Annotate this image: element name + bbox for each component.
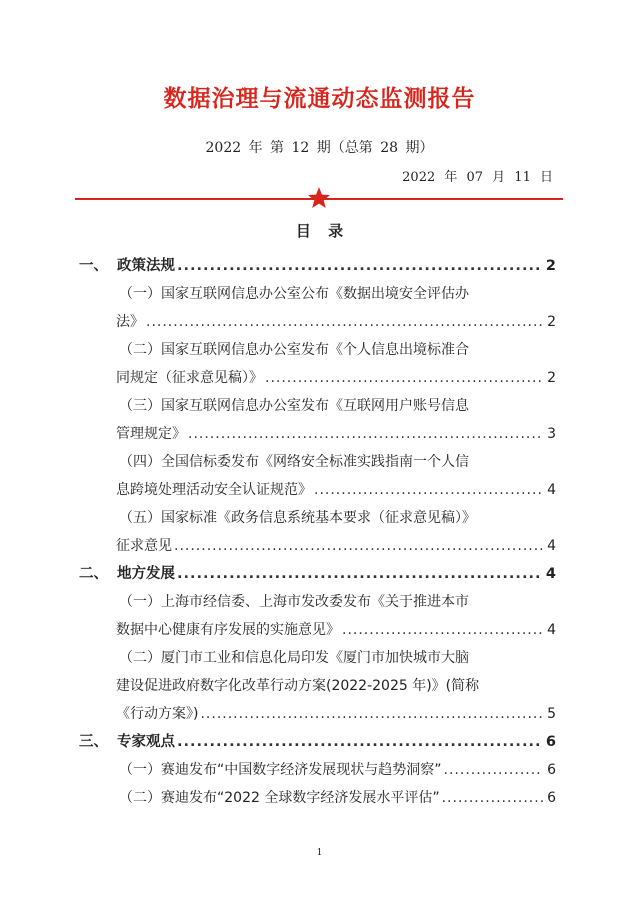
toc-section-number: 二、: [79, 566, 108, 582]
toc-entry-text: 同规定（征求意见稿）》: [116, 370, 263, 386]
toc-dot-leader: [442, 784, 543, 812]
toc-dot-leader: [265, 364, 543, 392]
toc-page-number: 2: [545, 258, 556, 274]
toc-page-number: 6: [547, 762, 556, 778]
toc-entry-line[interactable]: [79, 700, 556, 728]
toc-dot-leader: [342, 616, 543, 644]
toc-section-entry[interactable]: [79, 728, 556, 756]
toc-entry-line[interactable]: [79, 644, 556, 672]
toc-entry-text: 息跨境处理活动安全认证规范》: [116, 482, 312, 498]
toc-entry-text: 征求意见: [116, 538, 172, 554]
toc-entry-text: （二）国家互联网信息办公室发布《个人信息出境标准合: [119, 342, 469, 358]
toc-entry-text: 地方发展: [117, 566, 175, 582]
toc-dot-leader: [177, 728, 542, 756]
toc-entry-text: 《行动方案》): [116, 706, 199, 722]
toc-entry-line[interactable]: [79, 672, 556, 700]
toc-dot-leader: [444, 756, 544, 784]
toc-entry-text: （一）上海市经信委、上海市发改委发布《关于推进本市: [119, 594, 469, 610]
toc-entry-text: 数据中心健康有序发展的实施意见》: [116, 622, 340, 638]
toc-entry-line[interactable]: [79, 392, 556, 420]
toc-entry-text: 建设促进政府数字化改革行动方案(2022-2025 年)》(简称: [116, 678, 480, 694]
toc-entry-text: （一）赛迪发布“中国数字经济发展现状与趋势洞察”: [119, 762, 442, 778]
toc-dot-leader: [146, 308, 543, 336]
toc-entry-line[interactable]: [79, 336, 556, 364]
toc-entry-text: 政策法规: [117, 258, 175, 274]
toc-dot-leader: [314, 476, 543, 504]
toc-section-entry[interactable]: [79, 252, 556, 280]
toc-entry-line[interactable]: [79, 616, 556, 644]
toc-page-number: 4: [547, 538, 556, 554]
toc-entry-text: （五）国家标准《政务信息系统基本要求（征求意见稿）》: [119, 510, 476, 526]
toc-heading: 目 录: [295, 222, 344, 240]
toc-entry-line[interactable]: [79, 756, 556, 784]
toc-section-number: 三、: [79, 734, 108, 750]
issue-number: 2022 年 第 12 期（总第 28 期）: [205, 140, 434, 156]
toc-entry-line[interactable]: [79, 532, 556, 560]
toc-page-number: 4: [547, 622, 556, 638]
toc-dot-leader: [188, 420, 543, 448]
toc-entry-text: （一）国家互联网信息办公室公布《数据出境安全评估办: [119, 286, 469, 302]
toc-entry-line[interactable]: [79, 364, 556, 392]
toc-page-number: 2: [547, 314, 556, 330]
toc-entry-line[interactable]: [79, 308, 556, 336]
toc-entry-text: （二）赛迪发布“2022 全球数字经济发展水平评估”: [119, 790, 440, 806]
toc-entry-line[interactable]: [79, 420, 556, 448]
toc-entry-text: 管理规定》: [116, 426, 186, 442]
toc-section-entry[interactable]: [79, 560, 556, 588]
toc-dot-leader: [200, 700, 543, 728]
toc-page-number: 3: [547, 426, 556, 442]
issue-date: 2022 年 07 月 11 日: [402, 170, 553, 185]
toc-entry-line[interactable]: [79, 476, 556, 504]
toc-page-number: 6: [545, 734, 556, 750]
table-of-contents: [79, 252, 556, 812]
toc-entry-line[interactable]: [79, 784, 556, 812]
toc-section-number: 一、: [79, 258, 108, 274]
toc-entry-line[interactable]: [79, 280, 556, 308]
toc-page-number: 2: [547, 370, 556, 386]
report-title: 数据治理与流通动态监测报告: [163, 85, 476, 112]
toc-entry-text: （四）全国信标委发布《网络安全标准实践指南一个人信: [119, 454, 469, 470]
toc-dot-leader: [174, 532, 543, 560]
toc-entry-text: 专家观点: [117, 734, 175, 750]
toc-entry-line[interactable]: [79, 448, 556, 476]
toc-page-number: 4: [547, 482, 556, 498]
page-number: 1: [316, 848, 323, 858]
toc-page-number: 5: [547, 706, 556, 722]
toc-entry-line[interactable]: [79, 504, 556, 532]
toc-page-number: 4: [545, 566, 556, 582]
toc-page-number: 6: [547, 790, 556, 806]
toc-dot-leader: [177, 560, 542, 588]
toc-entry-text: （三）国家互联网信息办公室发布《互联网用户账号信息: [119, 398, 469, 414]
toc-entry-text: 法》: [116, 314, 144, 330]
toc-dot-leader: [177, 252, 542, 280]
toc-entry-text: （二）厦门市工业和信息化局印发《厦门市加快城市大脑: [119, 650, 469, 666]
red-star-icon: [307, 186, 331, 210]
toc-entry-line[interactable]: [79, 588, 556, 616]
